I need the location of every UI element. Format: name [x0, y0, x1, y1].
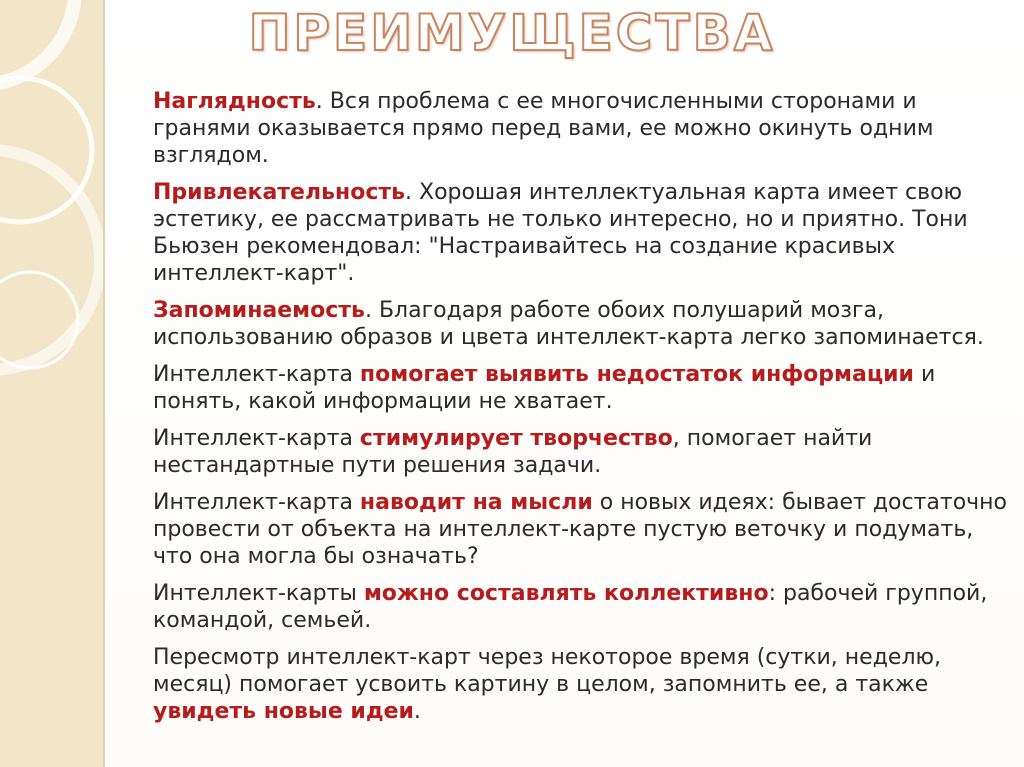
advantage-text: . Благодаря работе обоих полушарий мозга, использованию образов и цвета интеллект-карта легко запоминается.: [153, 298, 984, 350]
advantage-text: .: [413, 699, 421, 724]
advantage-text: . Хорошая интеллектуальная карта имеет свою эстетику, ее рассматривать не только интересно, но и приятно. Тони Бьюзен рекомендовал: "Настраивайтесь на создание красивых интеллект-карт".: [153, 180, 968, 286]
slide-title: ПРЕИМУЩЕСТВА: [248, 4, 776, 62]
advantage-term: Запоминаемость: [153, 298, 365, 323]
advantage-text: и понять, какой информации не хватает.: [153, 362, 936, 414]
advantage-text: . Вся проблема с ее многочисленными сторонами и гранями оказывается прямо перед вами, ее можно окинуть одним взглядом.: [153, 89, 934, 168]
advantage-paragraph: [153, 88, 1013, 169]
advantage-highlight: можно составлять коллективно: [363, 581, 769, 606]
advantage-term: Привлекательность: [153, 180, 406, 205]
advantage-paragraph: [153, 179, 1013, 287]
advantage-paragraph: [153, 297, 1013, 351]
advantage-text: о новых идеях: бывает достаточно провести от объекта на интеллект-карте пустую веточку и подумать, что она могла бы означать?: [153, 490, 1008, 569]
advantage-paragraph: [153, 644, 1013, 725]
decorative-side-band: [0, 0, 105, 767]
advantage-paragraph: [153, 489, 1013, 570]
advantage-text: : рабочей группой, командой, семьей.: [153, 581, 988, 633]
advantages-list: [153, 88, 1013, 735]
advantage-highlight: наводит на мысли: [359, 490, 593, 515]
advantage-text: Интеллект-карты: [153, 581, 364, 606]
advantage-text: Пересмотр интеллект-карт через некоторое время (сутки, неделю, месяц) помогает усвоить картину в целом, запомнить ее, а также: [153, 645, 942, 697]
advantage-text: Интеллект-карта: [153, 362, 360, 387]
advantage-text: , помогает найти нестандартные пути решения задачи.: [153, 426, 873, 478]
decorative-rings-graphic: [0, 0, 105, 767]
advantage-paragraph: [153, 361, 1013, 415]
advantage-highlight: увидеть новые идеи: [153, 699, 414, 724]
advantage-text: Интеллект-карта: [153, 426, 360, 451]
advantage-highlight: помогает выявить недостаток информации: [359, 362, 914, 387]
advantage-paragraph: [153, 580, 1013, 634]
advantage-text: Интеллект-карта: [153, 490, 360, 515]
advantage-highlight: стимулирует творчество: [359, 426, 673, 451]
advantage-term: Наглядность: [153, 89, 316, 114]
advantage-paragraph: [153, 425, 1013, 479]
